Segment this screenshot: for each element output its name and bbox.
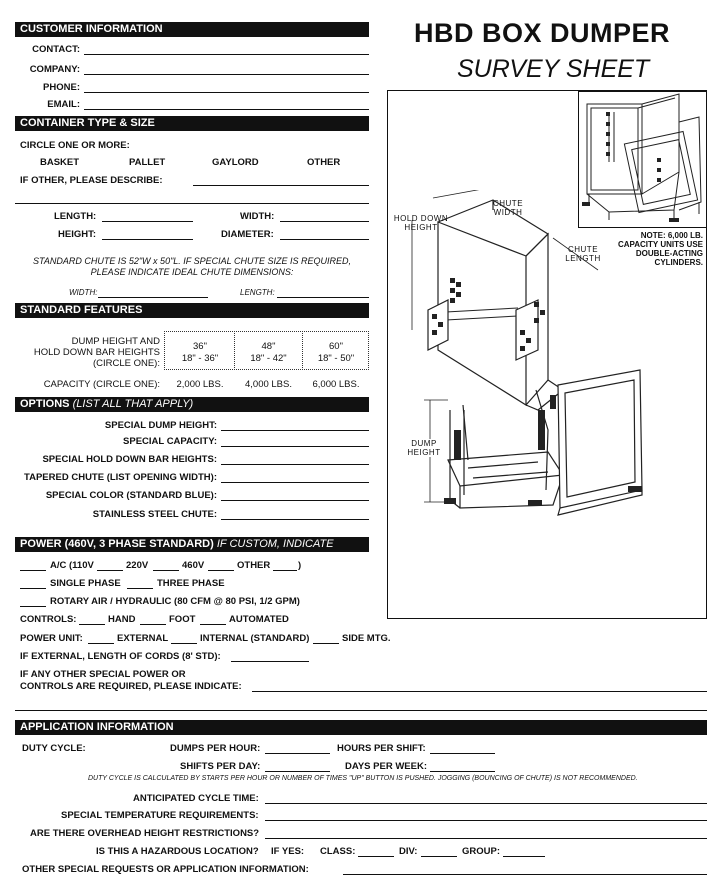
diameter-field[interactable]	[280, 239, 369, 240]
length-label: LENGTH:	[54, 211, 97, 222]
chute-width-field[interactable]	[98, 297, 208, 298]
class-label: CLASS:	[320, 846, 356, 857]
ac-label: A/C (110V	[50, 560, 94, 571]
other-describe-field-2[interactable]	[15, 203, 369, 204]
application-header: APPLICATION INFORMATION	[15, 720, 707, 735]
days-per-week-label: DAYS PER WEEK:	[345, 761, 427, 772]
special-hold-down-field[interactable]	[221, 464, 369, 465]
ac-blank[interactable]	[20, 570, 46, 571]
option-48-height[interactable]: 48"	[261, 341, 276, 352]
chute-width-label: WIDTH:	[69, 288, 98, 297]
internal-label: INTERNAL (STANDARD)	[200, 633, 310, 644]
rotary-label: ROTARY AIR / HYDRAULIC (80 CFM @ 80 PSI, 1/2 GPM)	[50, 596, 300, 607]
hazardous-label: IS THIS A HAZARDOUS LOCATION?	[96, 846, 259, 857]
special-dump-height-label: SPECIAL DUMP HEIGHT:	[104, 420, 217, 431]
length-field[interactable]	[102, 221, 193, 222]
email-field[interactable]	[84, 109, 369, 110]
capacity-6000[interactable]: 6,000 LBS.	[312, 379, 360, 390]
v220-label: 220V	[126, 560, 149, 571]
other-voltage-label: OTHER	[237, 560, 271, 571]
dump-height-label-2: HOLD DOWN BAR HEIGHTS	[33, 347, 160, 358]
if-yes-label: IF YES:	[271, 846, 305, 857]
duty-cycle-label: DUTY CYCLE:	[22, 743, 86, 754]
temperature-field[interactable]	[265, 820, 707, 821]
capacity-label: CAPACITY (CIRCLE ONE):	[43, 379, 160, 390]
height-field[interactable]	[102, 239, 193, 240]
anticipated-cycle-label: ANTICIPATED CYCLE TIME:	[133, 793, 259, 804]
special-power-label-2: CONTROLS ARE REQUIRED, PLEASE INDICATE:	[20, 681, 242, 692]
hours-per-shift-field[interactable]	[430, 753, 495, 754]
options-header	[15, 397, 369, 412]
special-power-field[interactable]	[252, 691, 707, 692]
circle-label: CIRCLE ONE OR MORE:	[20, 140, 130, 151]
rotary-blank[interactable]	[20, 606, 46, 607]
special-capacity-field[interactable]	[221, 446, 369, 447]
chute-length-dim-2: LENGTH	[565, 254, 601, 263]
option-60-range[interactable]: 18" - 50"	[317, 353, 355, 364]
chute-length-field[interactable]	[277, 297, 369, 298]
capacity-2000[interactable]: 2,000 LBS.	[176, 379, 224, 390]
external-label: EXTERNAL	[117, 633, 169, 644]
customer-header: CUSTOMER INFORMATION	[15, 22, 369, 37]
hand-blank[interactable]	[79, 624, 105, 625]
contact-label: CONTACT:	[32, 44, 80, 55]
dump-height-label-1: DUMP HEIGHT AND	[71, 336, 160, 347]
tapered-chute-label: TAPERED CHUTE (LIST OPENING WIDTH):	[24, 472, 217, 483]
chute-length-label: LENGTH:	[240, 288, 275, 297]
controls-label: CONTROLS:	[20, 614, 77, 625]
width-label: WIDTH:	[240, 211, 275, 222]
dump-height-dim-1: DUMP	[399, 439, 449, 448]
shifts-per-day-field[interactable]	[265, 771, 330, 772]
type-pallet[interactable]: PALLET	[129, 157, 166, 168]
close-paren: )	[298, 560, 302, 571]
diameter-label: DIAMETER:	[221, 229, 274, 240]
hours-per-shift-label: HOURS PER SHIFT:	[337, 743, 426, 754]
inset-note-4: CYLINDERS.	[654, 258, 703, 267]
chute-note-2: PLEASE INDICATE IDEAL CHUTE DIMENSIONS:	[90, 267, 294, 277]
automated-blank[interactable]	[200, 624, 226, 625]
anticipated-cycle-field[interactable]	[265, 803, 707, 804]
div-field[interactable]	[421, 856, 457, 857]
phone-field[interactable]	[84, 92, 369, 93]
dump-height-dim-2: HEIGHT	[399, 448, 449, 457]
other-describe-label: IF OTHER, PLEASE DESCRIBE:	[20, 175, 163, 186]
options-header-note: (LIST ALL THAT APPLY)	[72, 398, 194, 410]
hold-down-dim-2: HEIGHT	[404, 223, 438, 232]
email-label: EMAIL:	[47, 99, 80, 110]
height-label: HEIGHT:	[58, 229, 96, 240]
other-voltage-blank[interactable]	[208, 570, 234, 571]
foot-blank[interactable]	[140, 624, 166, 625]
other-requests-label: OTHER SPECIAL REQUESTS OR APPLICATION INFORMATION:	[22, 864, 309, 875]
container-header: CONTAINER TYPE & SIZE	[15, 116, 369, 131]
power-header-title: POWER (460V, 3 PHASE STANDARD)	[20, 538, 214, 550]
duty-cycle-note: DUTY CYCLE IS CALCULATED BY STARTS PER HOUR OR NUMBER OF TIMES "UP" BUTTON IS PUSHED. JOGGING (BOUNCING OF CHUTE) IS NOT RECOMMENDED.	[88, 775, 638, 782]
side-mtg-label: SIDE MTG.	[342, 633, 391, 644]
standard-header: STANDARD FEATURES	[15, 303, 369, 318]
option-36-range[interactable]: 18" - 36"	[181, 353, 219, 364]
stainless-chute-label: STAINLESS STEEL CHUTE:	[92, 509, 217, 520]
single-phase-label: SINGLE PHASE	[50, 578, 121, 589]
special-color-label: SPECIAL COLOR (STANDARD BLUE):	[45, 490, 217, 501]
internal-blank[interactable]	[171, 643, 197, 644]
special-dump-height-field[interactable]	[221, 430, 369, 431]
company-field[interactable]	[84, 74, 369, 75]
power-header	[15, 537, 369, 565]
option-48-range[interactable]: 18" - 42"	[250, 353, 287, 364]
shifts-per-day-label: SHIFTS PER DAY:	[180, 761, 261, 772]
overhead-field[interactable]	[265, 838, 707, 839]
inset-note-1: NOTE: 6,000 LB.	[640, 231, 703, 240]
power-header-note: IF CUSTOM, INDICATE BELOW	[20, 538, 334, 565]
v460-label: 460V	[182, 560, 205, 571]
phone-label: PHONE:	[43, 82, 80, 93]
external-blank[interactable]	[88, 643, 114, 644]
cords-label: IF EXTERNAL, LENGTH OF CORDS (8' STD):	[20, 651, 221, 662]
box-dumper-illustration	[388, 190, 678, 540]
chute-width-dim-2: WIDTH	[493, 208, 523, 217]
dumps-per-hour-field[interactable]	[265, 753, 330, 754]
temperature-label: SPECIAL TEMPERATURE REQUIREMENTS:	[61, 810, 259, 821]
tapered-chute-field[interactable]	[221, 482, 369, 483]
class-field[interactable]	[358, 856, 394, 857]
other-requests-field[interactable]	[343, 874, 707, 875]
type-other[interactable]: OTHER	[307, 157, 341, 168]
special-capacity-label: SPECIAL CAPACITY:	[123, 436, 217, 447]
v460-blank[interactable]	[153, 570, 179, 571]
type-basket[interactable]: BASKET	[40, 157, 80, 168]
hand-label: HAND	[108, 614, 136, 625]
company-label: COMPANY:	[29, 64, 80, 75]
option-60-height[interactable]: 60"	[329, 341, 343, 352]
three-phase-label: THREE PHASE	[157, 578, 225, 589]
stainless-chute-field[interactable]	[221, 519, 369, 520]
dump-height-label-3: (CIRCLE ONE):	[92, 358, 160, 369]
cords-field[interactable]	[231, 661, 309, 662]
special-hold-down-label: SPECIAL HOLD DOWN BAR HEIGHTS:	[42, 454, 217, 465]
capacity-4000[interactable]: 4,000 LBS.	[244, 379, 292, 390]
hold-down-dim-1: HOLD DOWN	[393, 214, 449, 223]
power-unit-label: POWER UNIT:	[20, 633, 83, 644]
chute-width-dim-1: CHUTE	[492, 199, 524, 208]
dumps-per-hour-label: DUMPS PER HOUR:	[170, 743, 261, 754]
v220-blank[interactable]	[97, 570, 123, 571]
side-mtg-blank[interactable]	[313, 643, 339, 644]
special-power-field-2[interactable]	[15, 710, 707, 711]
other-voltage-field[interactable]	[273, 570, 297, 571]
contact-field[interactable]	[84, 54, 369, 55]
chute-note-1: STANDARD CHUTE IS 52"W x 50"L. IF SPECIAL CHUTE SIZE IS REQUIRED,	[33, 256, 351, 266]
three-phase-blank[interactable]	[127, 588, 153, 589]
days-per-week-field[interactable]	[430, 771, 495, 772]
overhead-label: ARE THERE OVERHEAD HEIGHT RESTRICTIONS?	[30, 828, 260, 839]
group-label: GROUP:	[462, 846, 500, 857]
option-36-height[interactable]: 36"	[193, 341, 207, 352]
form-title: HBD BOX DUMPER	[414, 18, 671, 48]
width-field[interactable]	[280, 221, 369, 222]
special-power-label-1: IF ANY OTHER SPECIAL POWER OR	[20, 669, 186, 680]
div-label: DIV:	[399, 846, 418, 857]
inset-note-2: CAPACITY UNITS USE	[617, 240, 703, 249]
chute-length-dim-1: CHUTE	[567, 245, 599, 254]
form-subtitle: SURVEY SHEET	[457, 55, 650, 83]
single-phase-blank[interactable]	[20, 588, 46, 589]
automated-label: AUTOMATED	[229, 614, 289, 625]
options-header-title: OPTIONS	[20, 398, 70, 410]
foot-label: FOOT	[169, 614, 196, 625]
type-gaylord[interactable]: GAYLORD	[212, 157, 259, 168]
other-describe-field[interactable]	[193, 185, 369, 186]
special-color-field[interactable]	[221, 500, 369, 501]
group-field[interactable]	[503, 856, 545, 857]
inset-note-3: DOUBLE-ACTING	[635, 249, 703, 258]
